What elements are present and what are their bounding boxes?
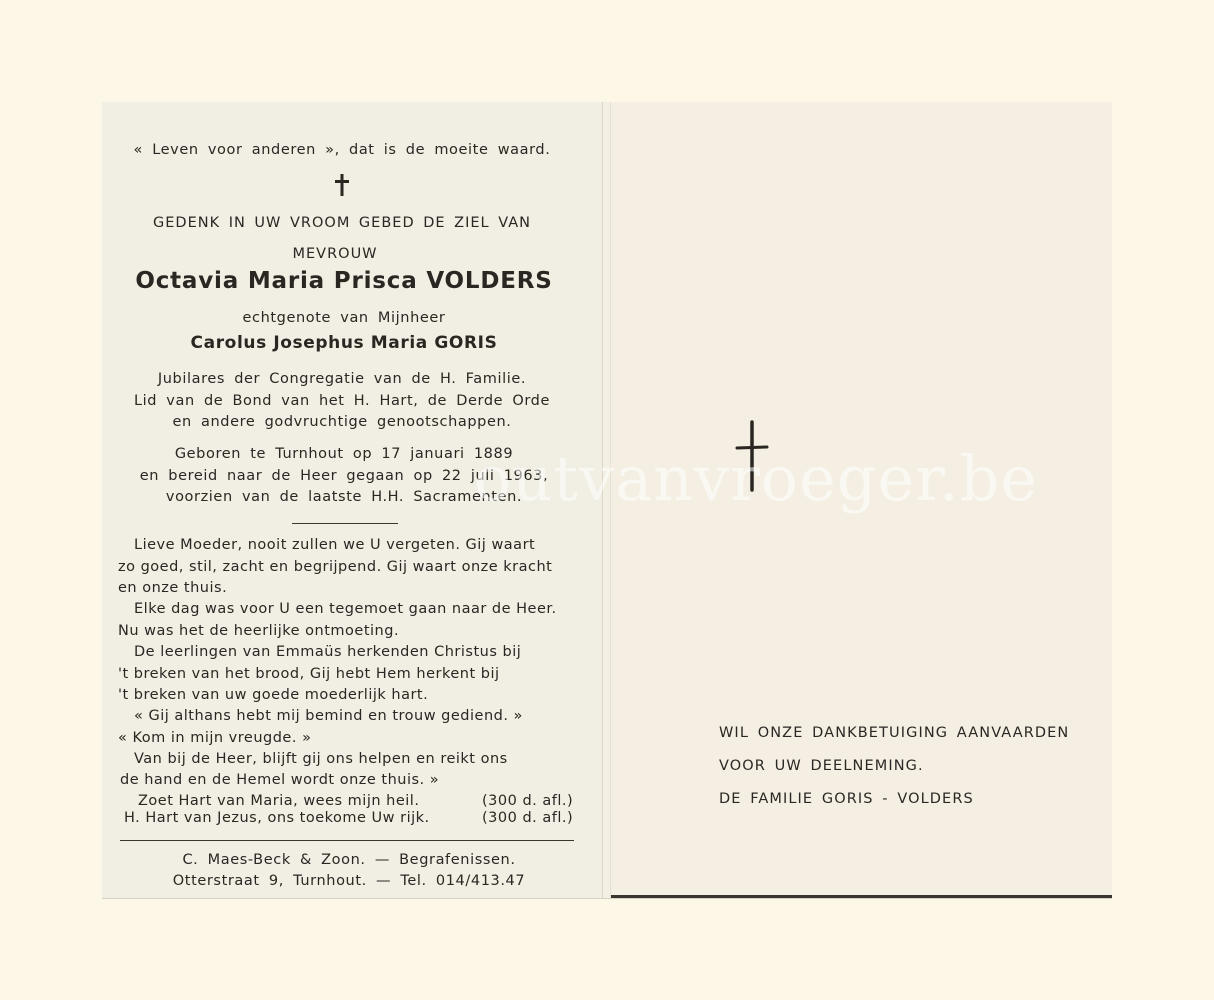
text-line: zo goed, stil, zacht en begrijpend. Gij waart onze kracht xyxy=(118,559,553,575)
deceased-name: Octavia Maria Prisca VOLDERS xyxy=(135,268,553,294)
affiliation-line: en andere godvruchtige genootschappen. xyxy=(172,414,512,430)
text-line: Nu was het de heerlijke ontmoeting. xyxy=(118,623,400,639)
spouse-name: Carolus Josephus Maria GORIS xyxy=(190,333,498,353)
spouse-intro: echtgenote van Mijnheer xyxy=(242,310,446,326)
thanks-line: WIL ONZE DANKBETUIGING AANVAARDEN xyxy=(719,725,1070,741)
divider xyxy=(120,840,574,841)
thanks-line: VOOR UW DEELNEMING. xyxy=(719,758,924,774)
death-line: en bereid naar de Heer gegaan op 22 juli 1963, xyxy=(139,468,549,484)
text-line: « Gij althans hebt mij bemind en trouw gediend. » xyxy=(134,708,523,724)
prayer-indulgence: (300 d. afl.) xyxy=(482,810,574,826)
printer-line: C. Maes-Beck & Zoon. — Begrafenissen. xyxy=(182,852,516,868)
cross-icon xyxy=(335,174,349,196)
sacraments-line: voorzien van de laatste H.H. Sacramenten. xyxy=(165,489,523,505)
text-line: en onze thuis. xyxy=(118,580,228,596)
prayer-indulgence: (300 d. afl.) xyxy=(482,793,574,809)
prayer-text: Zoet Hart van Maria, wees mijn heil. xyxy=(138,793,420,809)
heading: GEDENK IN UW VROOM GEBED DE ZIEL VAN xyxy=(153,215,531,231)
memorial-card xyxy=(102,102,1112,898)
text-line: Lieve Moeder, nooit zullen we U vergeten. Gij waart xyxy=(134,537,536,553)
text-line: De leerlingen van Emmaüs herkenden Christus bij xyxy=(134,644,522,660)
title-prefix: MEVROUW xyxy=(292,246,378,262)
text-line: de hand en de Hemel wordt onze thuis. » xyxy=(120,772,440,788)
affiliation-line: Jubilares der Congregatie van de H. Familie. xyxy=(157,371,527,387)
motto: « Leven voor anderen », dat is de moeite waard. xyxy=(133,142,551,158)
text-line: « Kom in mijn vreugde. » xyxy=(118,730,312,746)
affiliation-line: Lid van de Bond van het H. Hart, de Derde Orde xyxy=(133,393,551,409)
text-line: 't breken van uw goede moederlijk hart. xyxy=(118,687,429,703)
bottom-edge xyxy=(611,895,1112,898)
printer-line: Otterstraat 9, Turnhout. — Tel. 014/413.47 xyxy=(172,873,526,889)
watermark: outvanvroeger.be xyxy=(474,442,1039,515)
text-line: Elke dag was voor U een tegemoet gaan naar de Heer. xyxy=(134,601,557,617)
text-line: 't breken van het brood, Gij hebt Hem herkent bij xyxy=(118,666,500,682)
birth-line: Geboren te Turnhout op 17 januari 1889 xyxy=(174,446,514,462)
text-line: Van bij de Heer, blijft gij ons helpen en reikt ons xyxy=(134,751,508,767)
prayer-text: H. Hart van Jezus, ons toekome Uw rijk. xyxy=(124,810,430,826)
family-signature: DE FAMILIE GORIS - VOLDERS xyxy=(719,791,974,807)
divider xyxy=(292,523,398,524)
